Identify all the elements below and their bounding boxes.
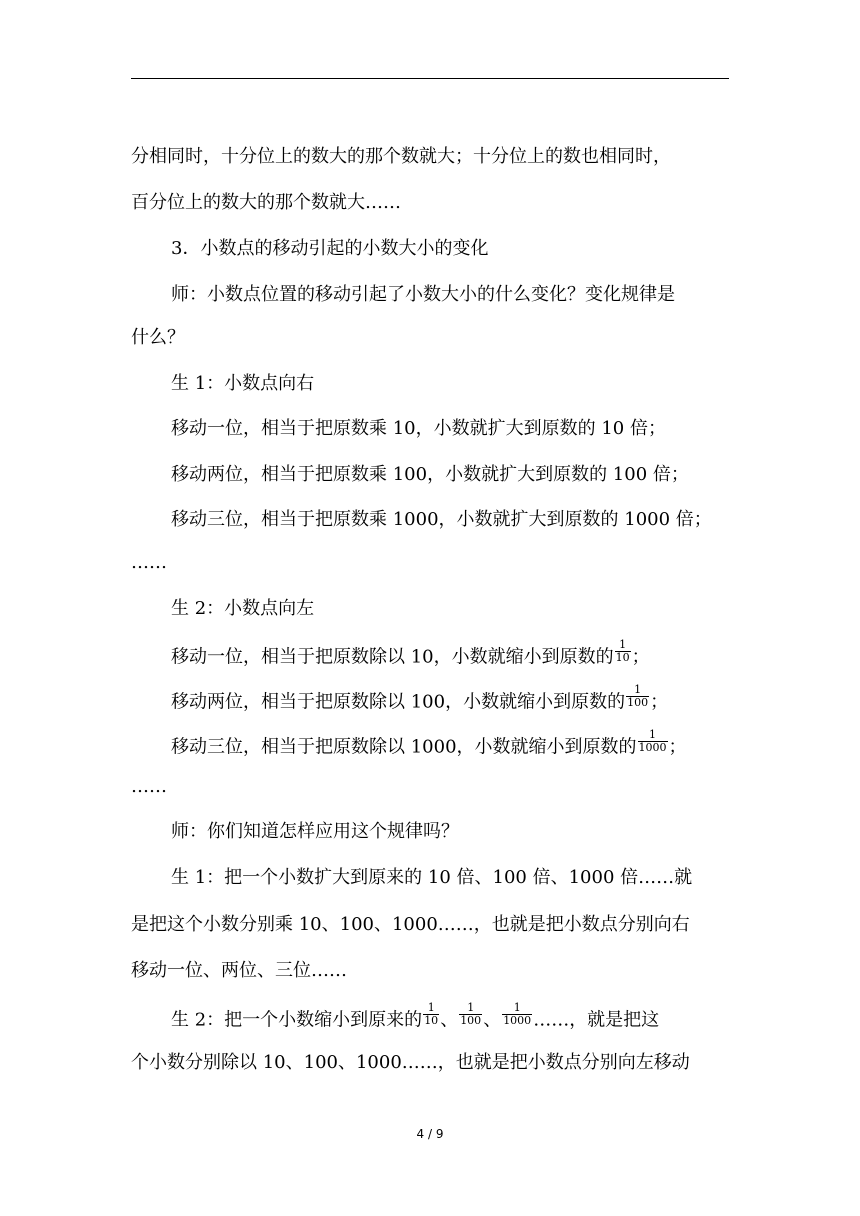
page-number: 4 / 9 xyxy=(416,1127,444,1141)
header-rule xyxy=(131,78,729,79)
text-line: 分相同时，十分位上的数大的那个数就大；十分位上的数也相同时， xyxy=(131,146,671,167)
text-line-with-fraction xyxy=(171,638,771,670)
text-line: 移动三位，相当于把原数乘 1000，小数就扩大到原数的 1000 倍； xyxy=(171,509,712,530)
line-text: 移动一位，相当于把原数除以 10，小数就缩小到原数的 xyxy=(171,646,614,668)
fraction-numerator: 1 xyxy=(615,639,631,652)
comma: 、 xyxy=(483,1009,502,1031)
text-line: 生 2：小数点向左 xyxy=(171,598,315,619)
semicolon: ； xyxy=(631,646,650,668)
semicolon: ； xyxy=(668,736,687,758)
text-line-with-fractions xyxy=(171,1001,771,1033)
text-line: 个小数分别除以 10、100、1000……，也就是把小数点分别向左移动 xyxy=(131,1052,690,1073)
fraction-denominator: 1000 xyxy=(638,741,667,754)
text-line: 移动一位，相当于把原数乘 10，小数就扩大到原数的 10 倍； xyxy=(171,418,666,439)
text-line-with-fraction xyxy=(171,683,771,715)
text-line: 百分位上的数大的那个数就大…… xyxy=(131,192,401,213)
fraction-numerator: 1 xyxy=(502,1002,532,1015)
text-line: 是把这个小数分别乘 10、100、1000……，也就是把小数点分别向右 xyxy=(131,914,690,935)
line-text: 生 2：把一个小数缩小到原来的 xyxy=(171,1009,423,1031)
text-line: 移动两位，相当于把原数乘 100，小数就扩大到原数的 100 倍； xyxy=(171,464,689,485)
fraction-denominator: 100 xyxy=(627,696,649,709)
line-text: 移动三位，相当于把原数除以 1000，小数就缩小到原数的 xyxy=(171,736,637,758)
fraction-one-thousandth xyxy=(638,729,668,754)
ellipsis-line: …… xyxy=(131,776,167,797)
section-heading: 3．小数点的移动引起的小数大小的变化 xyxy=(171,238,489,259)
text-line: 移动一位、两位、三位…… xyxy=(131,960,347,981)
fraction-numerator: 1 xyxy=(459,1002,482,1015)
fraction-denominator: 1000 xyxy=(503,1014,532,1027)
fraction-one-hundredth xyxy=(459,1002,482,1027)
fraction-numerator: 1 xyxy=(423,1002,439,1015)
line-text: ……，就是把这 xyxy=(533,1009,660,1031)
text-line: 生 1：把一个小数扩大到原来的 10 倍、100 倍、1000 倍……就 xyxy=(171,867,693,888)
fraction-one-tenth xyxy=(423,1002,439,1027)
text-line: 什么？ xyxy=(131,327,185,348)
fraction-numerator: 1 xyxy=(638,729,668,742)
fraction-one-tenth xyxy=(615,639,631,664)
fraction-denominator: 10 xyxy=(615,651,630,664)
fraction-one-hundredth xyxy=(626,684,649,709)
text-line: 师：你们知道怎样应用这个规律吗？ xyxy=(171,821,459,842)
fraction-denominator: 10 xyxy=(424,1014,439,1027)
fraction-one-thousandth xyxy=(502,1002,532,1027)
text-line: 生 1：小数点向右 xyxy=(171,373,315,394)
fraction-numerator: 1 xyxy=(626,684,649,697)
fraction-denominator: 100 xyxy=(460,1014,482,1027)
semicolon: ； xyxy=(650,691,669,713)
text-line: 师：小数点位置的移动引起了小数大小的什么变化？变化规律是 xyxy=(171,284,675,305)
text-line-with-fraction xyxy=(171,728,771,760)
line-text: 移动两位，相当于把原数除以 100，小数就缩小到原数的 xyxy=(171,691,626,713)
comma: 、 xyxy=(440,1009,459,1031)
ellipsis-line: …… xyxy=(131,552,167,573)
